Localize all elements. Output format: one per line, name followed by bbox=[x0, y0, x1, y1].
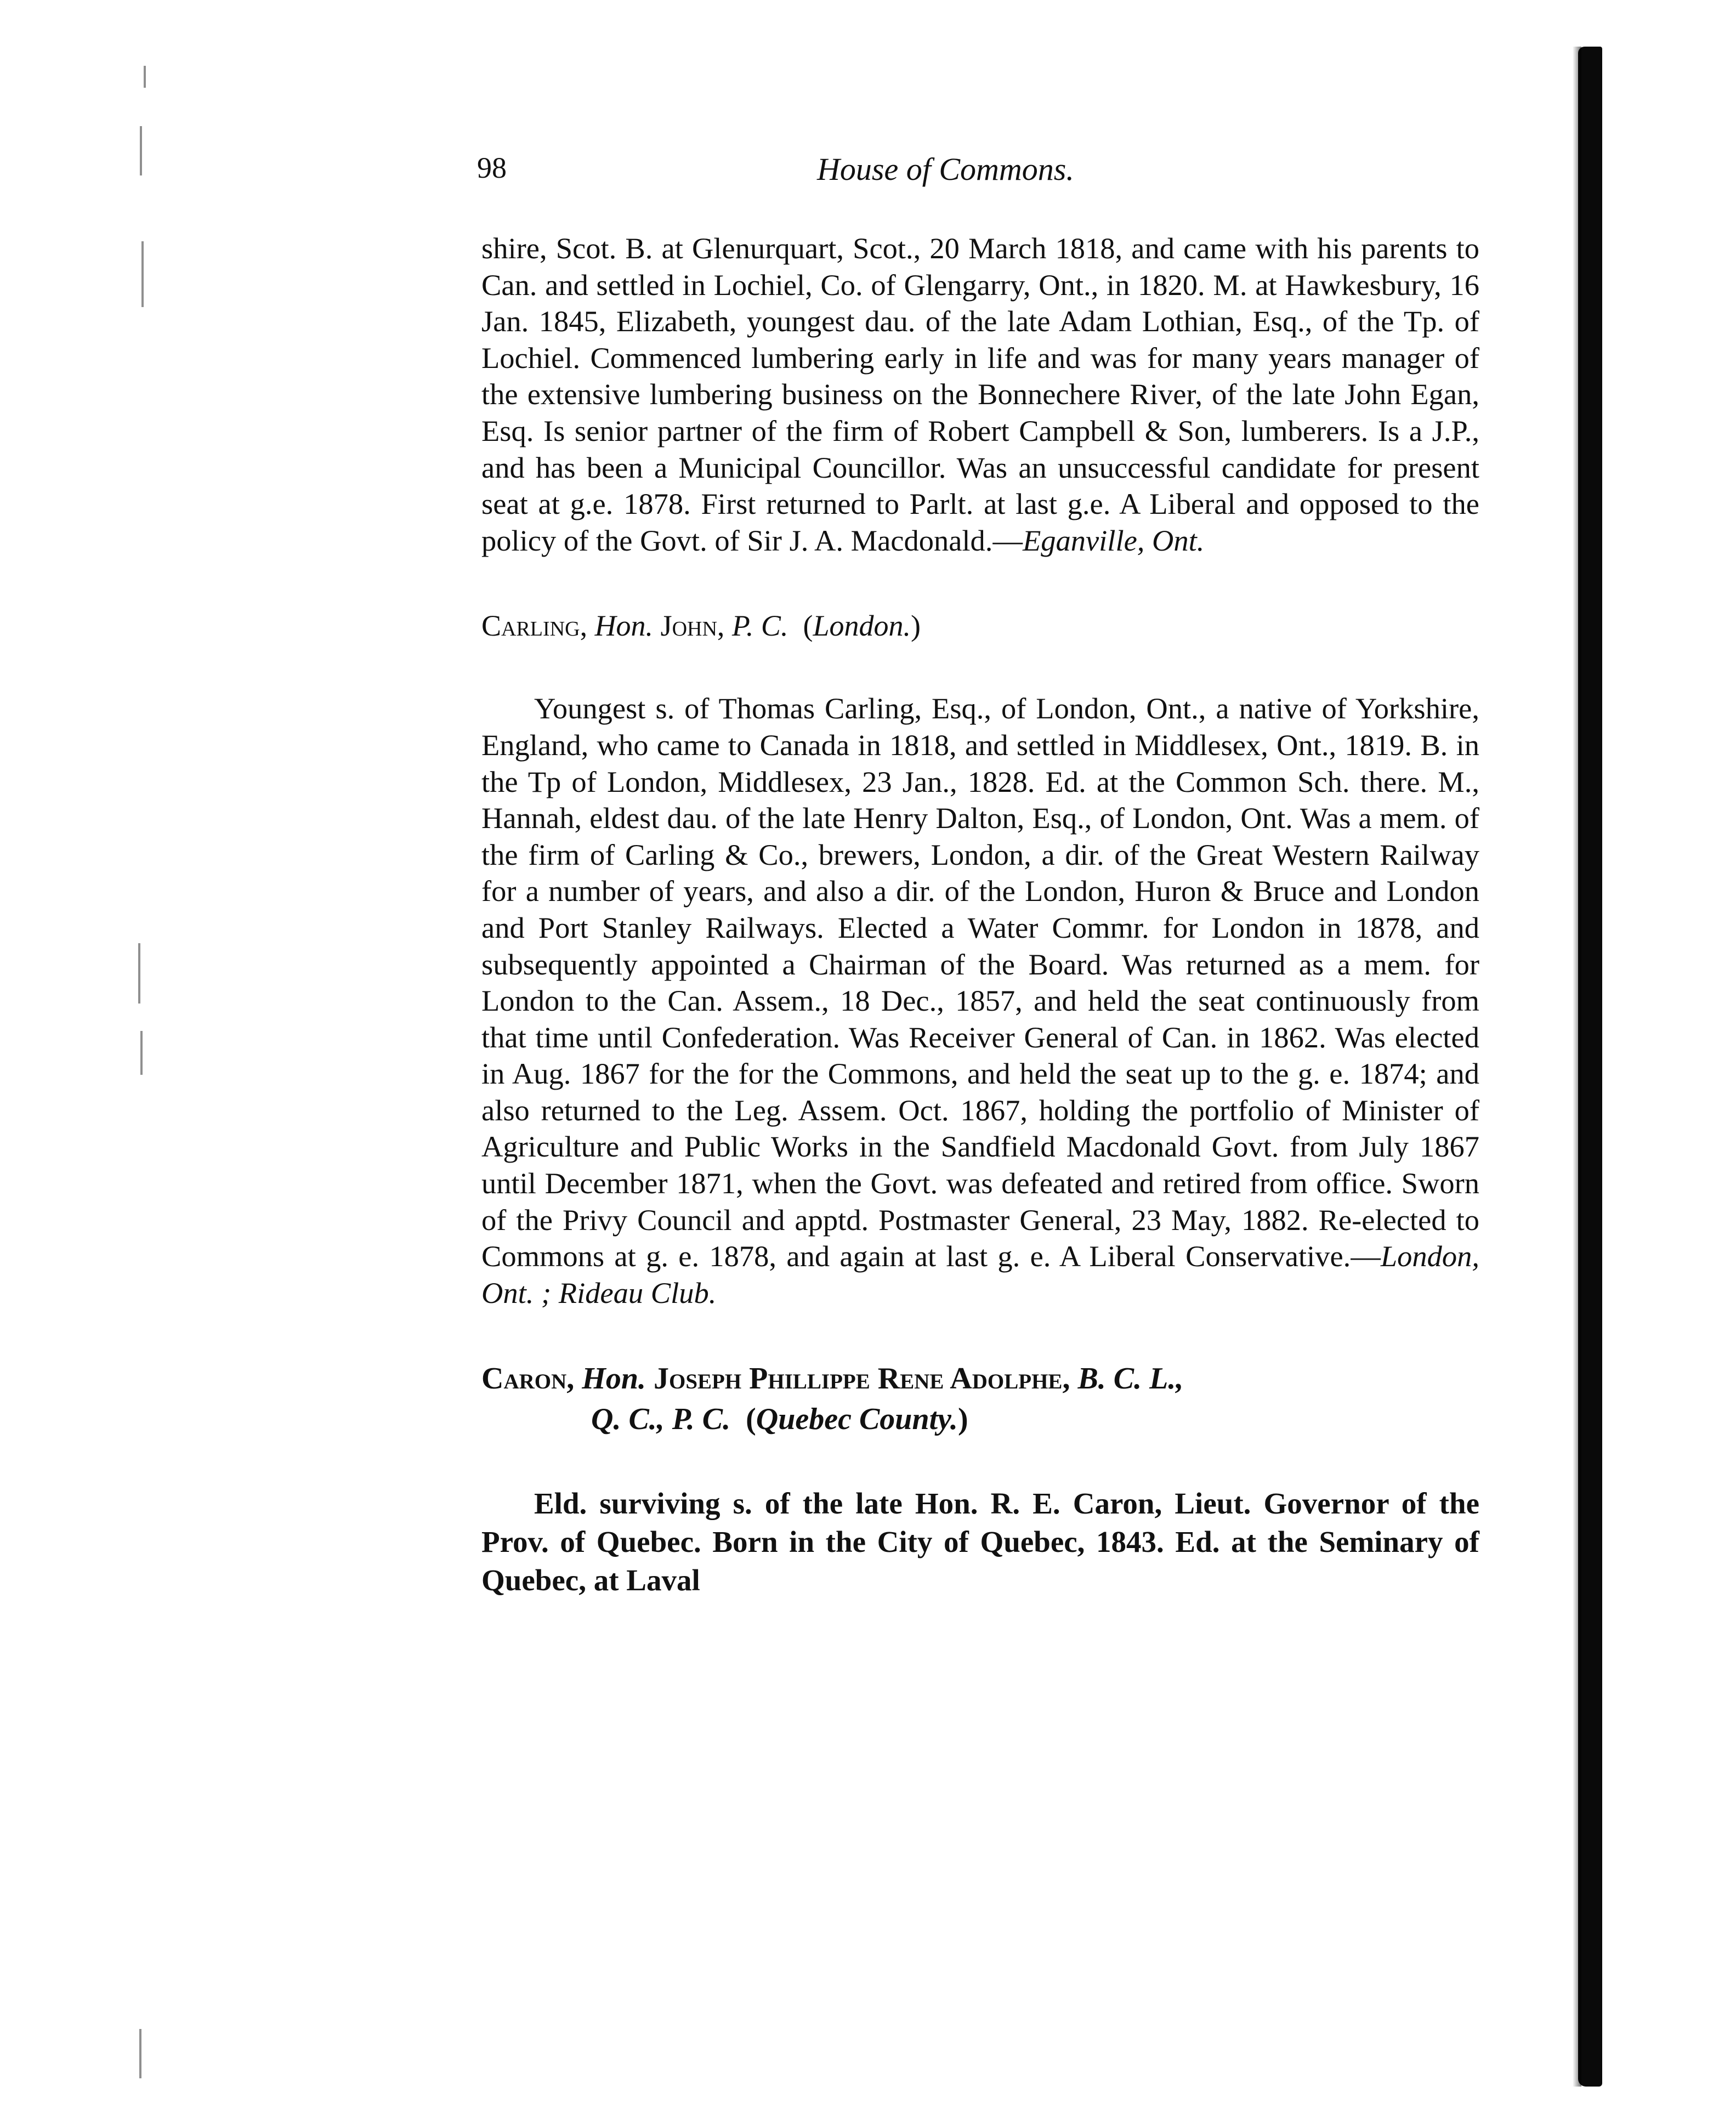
caron-constituency: Quebec County. bbox=[756, 1402, 958, 1437]
carling-title: P. C. bbox=[731, 609, 788, 643]
gutter-speck bbox=[139, 2029, 141, 2078]
gutter-speck bbox=[140, 126, 142, 175]
caron-honorific: Hon. bbox=[582, 1362, 646, 1396]
gutter-speck bbox=[144, 66, 146, 88]
entry-continuation-text: shire, Scot. B. at Glenurquart, Scot., 20 March 1818, and came with his parents to Can. and settled in Lochiel, Co. of Glengarry, Ont., in 1820. M. at Hawkesbury, 16 Jan. 1845, Elizabeth, youngest dau. of the late Adam Lothian, Esq., of the Tp. of Lochiel. Commenced lumbering early in life and was for many years manager of the extensive lumbering business on the Bonnechere River, of the late John Egan, Esq. Is senior partner of the firm of Robert Campbell & Son, lumberers. Is a J.P., and has been a Municipal Councillor. Was an unsuccessful candidate for present seat at g.e. 1878. First returned to Parlt. at last g.e. A Liberal and opposed to the policy of the Govt. of Sir J. A. Macdonald. bbox=[481, 231, 1479, 557]
page-header bbox=[477, 151, 1486, 195]
caron-titles-line2: Q. C., P. C. bbox=[591, 1402, 731, 1437]
gutter-speck bbox=[140, 1031, 143, 1075]
entry-heading-caron: Caron, Hon. Joseph Phillippe Rene Adolphe, B. C. L., Q. C., P. C. (Quebec County.) bbox=[481, 1358, 1479, 1439]
carling-surname: Carling bbox=[481, 609, 580, 643]
caron-bio-text: Eld. surviving s. of the late Hon. R. E. Caron, Lieut. Governor of the Prov. of Quebec. Born in the City of Quebec, 1843. Ed. at the Seminary of Quebec, at Laval bbox=[481, 1487, 1479, 1597]
entry-heading-carling: Carling, Hon. John, P. C. (London.) bbox=[481, 609, 921, 643]
carling-bio: Youngest s. of Thomas Carling, Esq., of London, Ont., a native of Yorkshire, England, who came to Canada in 1818, and settled in Middlesex, Ont., 1819. B. in the Tp of London, Middlesex, 23 Jan., 1828. Ed. at the Common Sch. there. M., Hannah, eldest dau. of the late Henry Dalton, Esq., of London, Ont. Was a mem. of the firm of Carling & Co., brewers, London, a dir. of the Great Western Railway for a number of years, and also a dir. of the London, Huron & Bruce and London and Port Stanley Railways. Elected a Water Commr. for London in 1878, and subsequently appointed a Chairman of the Board. Was returned as a mem. for London to the Can. Assem., 18 Dec., 1857, and held the seat continuously from that time until Confederation. Was Receiver General of Can. in 1862. Was elected in Aug. 1867 for the for the Commons, and held the seat up to the g. e. 1874; and also returned to the Leg. Assem. Oct. 1867, holding the portfolio of Minister of Agriculture and Public Works in the Sandfield Macdonald Govt. from July 1867 until December 1871, when the Govt. was defeated and retired from office. Sworn of the Privy Council and apptd. Postmaster General, 23 May, 1882. Re-elected to Commons at g. e. 1878, and again at last g. e. A Liberal Conservative.—London, Ont. ; Rideau Club. bbox=[481, 691, 1479, 1310]
running-head: House of Commons. bbox=[817, 151, 1074, 187]
caron-given-names: Joseph Phillippe Rene Adolphe bbox=[653, 1362, 1063, 1396]
book-binding-edge bbox=[1578, 47, 1602, 2087]
carling-bio-text: Youngest s. of Thomas Carling, Esq., of London, Ont., a native of Yorkshire, England, who came to Canada in 1818, and settled in Middlesex, Ont., 1819. B. in the Tp of London, Middlesex, 23 Jan., 1828. Ed. at the Common Sch. there. M., Hannah, eldest dau. of the late Henry Dalton, Esq., of London, Ont. Was a mem. of the firm of Carling & Co., brewers, London, a dir. of the Great Western Railway for a number of years, and also a dir. of the London, Huron & Bruce and London and Port Stanley Railways. Elected a Water Commr. for London in 1878, and subsequently appointed a Chairman of the Board. Was returned as a mem. for London to the Can. Assem., 18 Dec., 1857, and held the seat continuously from that time until Confederation. Was Receiver General of Can. in 1862. Was elected in Aug. 1867 for the for the Commons, and held the seat up to the g. e. 1874; and also returned to the Leg. Assem. Oct. 1867, holding the portfolio of Minister of Agriculture and Public Works in the Sandfield Macdonald Govt. from July 1867 until December 1871, when the Govt. was defeated and retired from office. Sworn of the Privy Council and apptd. Postmaster General, 23 May, 1882. Re-elected to Commons at g. e. 1878, and again at last g. e. A Liberal Conservative. bbox=[481, 691, 1479, 1273]
gutter-speck bbox=[141, 241, 144, 307]
caron-surname: Caron bbox=[481, 1362, 567, 1396]
carling-address: London, Ont. ; Rideau Club. bbox=[481, 1239, 1479, 1310]
caron-heading-line2: Q. C., P. C. (Quebec County.) bbox=[591, 1402, 968, 1437]
page-number: 98 bbox=[477, 151, 507, 184]
caron-titles-line1: B. C. L., bbox=[1077, 1362, 1184, 1396]
entry-continuation-address: Eganville, Ont. bbox=[1022, 523, 1205, 557]
carling-constituency: London. bbox=[813, 609, 911, 643]
carling-given-name: John bbox=[660, 609, 717, 643]
entry-continuation: shire, Scot. B. at Glenurquart, Scot., 20 March 1818, and came with his parents to Can. and settled in Lochiel, Co. of Glengarry, Ont., in 1820. M. at Hawkesbury, 16 Jan. 1845, Elizabeth, youngest dau. of the late Adam Lothian, Esq., of the Tp. of Lochiel. Commenced lumbering early in life and was for many years manager of the extensive lumbering business on the Bonnechere River, of the late John Egan, Esq. Is senior partner of the firm of Robert Campbell & Son, lumberers. Is a J.P., and has been a Municipal Councillor. Was an unsuccessful candidate for present seat at g.e. 1878. First returned to Parlt. at last g.e. A Liberal and opposed to the policy of the Govt. of Sir J. A. Macdonald.—Eganville, Ont. bbox=[481, 231, 1479, 557]
text-block bbox=[481, 230, 1479, 1647]
gutter-speck bbox=[138, 943, 140, 1004]
caron-bio bbox=[481, 1484, 1479, 1600]
carling-honorific: Hon. bbox=[594, 609, 654, 643]
